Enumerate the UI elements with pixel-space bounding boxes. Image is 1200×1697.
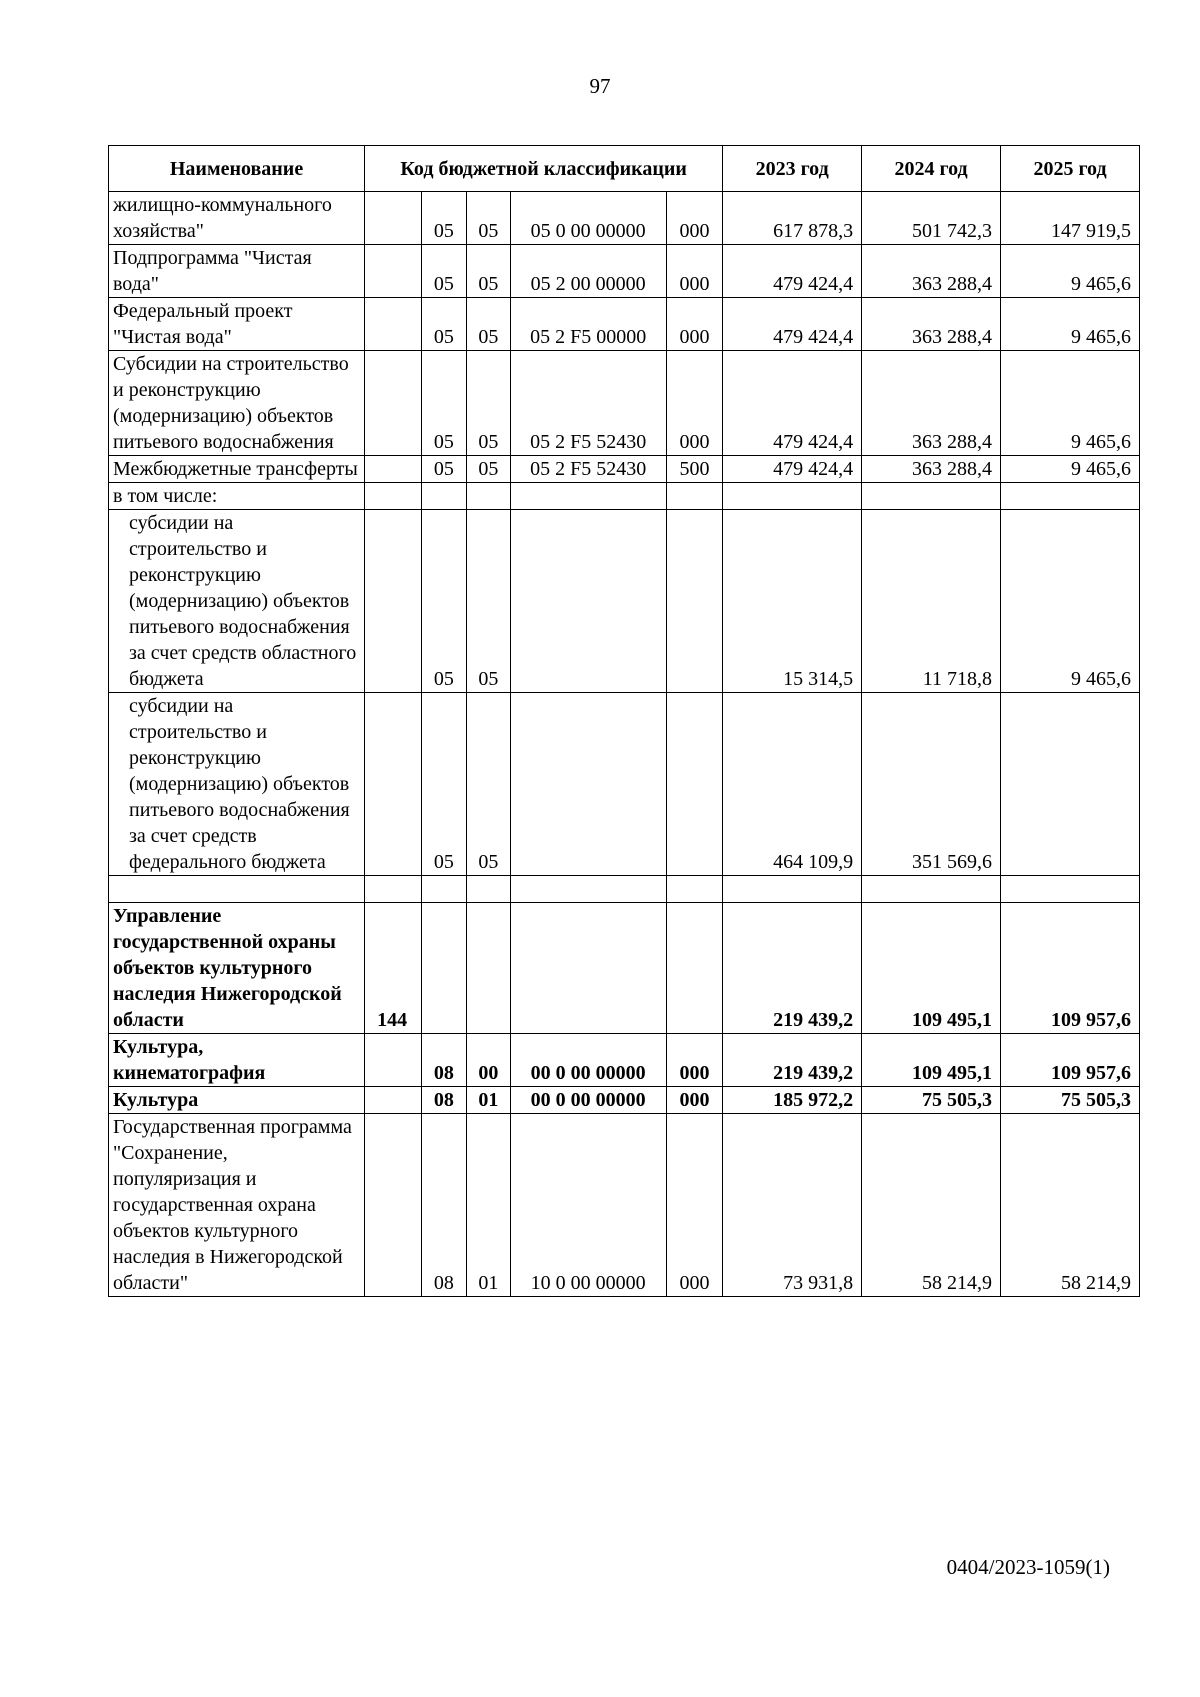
row-2024: 363 288,4 [862,298,1001,351]
row-name: Культура, кинематография [109,1034,365,1087]
row-grbs [365,456,421,483]
row-vr: 000 [666,351,722,456]
row-2025: 9 465,6 [1001,510,1140,693]
budget-table [108,145,1140,1297]
document-registration-code: 0404/2023-1059(1) [946,1555,1110,1579]
row-2023: 219 439,2 [723,903,862,1034]
row-grbs [365,876,421,903]
row-2025 [1001,876,1140,903]
row-grbs [365,1034,421,1087]
row-csr [510,483,666,510]
header-2025: 2025 год [1001,146,1140,192]
table-row [109,245,1140,298]
page-number: 97 [589,74,611,98]
row-2025: 9 465,6 [1001,245,1140,298]
row-2025: 75 505,3 [1001,1087,1140,1114]
row-grbs [365,351,421,456]
row-pr [467,903,510,1034]
row-pr: 01 [467,1087,510,1114]
row-grbs [365,245,421,298]
row-vr [666,483,722,510]
table-row [109,456,1140,483]
row-grbs [365,693,421,876]
row-2024: 75 505,3 [862,1087,1001,1114]
row-pr: 01 [467,1114,510,1297]
row-csr [510,510,666,693]
row-rz: 05 [421,192,467,245]
table-row [109,903,1140,1034]
row-grbs [365,192,421,245]
row-2024: 109 495,1 [862,1034,1001,1087]
row-csr: 05 2 F5 52430 [510,351,666,456]
row-2024 [862,483,1001,510]
row-2024: 363 288,4 [862,456,1001,483]
row-pr: 05 [467,510,510,693]
row-pr: 05 [467,192,510,245]
row-rz: 05 [421,351,467,456]
row-2024: 58 214,9 [862,1114,1001,1297]
header-2024: 2024 год [862,146,1001,192]
row-vr: 000 [666,192,722,245]
row-csr: 00 0 00 00000 [510,1087,666,1114]
table-row [109,351,1140,456]
row-2025: 147 919,5 [1001,192,1140,245]
row-name: жилищно-коммунального хозяйства" [109,192,365,245]
row-2023: 479 424,4 [723,298,862,351]
row-name: Культура [109,1087,365,1114]
row-name-text: субсидии на строительство и реконструкцию (модернизацию) объектов питьевого водоснабжения за счет средств областного бюджета [129,512,357,690]
row-2025 [1001,483,1140,510]
row-csr: 05 0 00 00000 [510,192,666,245]
row-name: в том числе: [109,483,365,510]
row-grbs [365,1087,421,1114]
row-vr: 000 [666,1087,722,1114]
row-vr: 000 [666,1034,722,1087]
row-2025: 9 465,6 [1001,456,1140,483]
table-row [109,298,1140,351]
row-2024: 351 569,6 [862,693,1001,876]
row-pr: 05 [467,351,510,456]
row-2024: 363 288,4 [862,351,1001,456]
row-name: Федеральный проект "Чистая вода" [109,298,365,351]
row-2023: 15 314,5 [723,510,862,693]
row-vr: 000 [666,245,722,298]
header-name: Наименование [109,146,365,192]
row-2025: 109 957,6 [1001,903,1140,1034]
row-2023: 479 424,4 [723,245,862,298]
row-csr: 10 0 00 00000 [510,1114,666,1297]
row-rz: 05 [421,693,467,876]
row-grbs [365,298,421,351]
row-2023: 479 424,4 [723,456,862,483]
row-2023: 73 931,8 [723,1114,862,1297]
row-2025: 109 957,6 [1001,1034,1140,1087]
row-name: Подпрограмма "Чистая вода" [109,245,365,298]
row-2024: 363 288,4 [862,245,1001,298]
row-2025: 9 465,6 [1001,351,1140,456]
row-2024: 109 495,1 [862,903,1001,1034]
row-pr: 05 [467,693,510,876]
row-csr [510,903,666,1034]
row-pr: 05 [467,298,510,351]
row-pr: 05 [467,456,510,483]
row-rz [421,876,467,903]
row-rz: 05 [421,245,467,298]
row-vr [666,693,722,876]
row-csr: 05 2 F5 00000 [510,298,666,351]
row-csr: 05 2 F5 52430 [510,456,666,483]
row-2024: 11 718,8 [862,510,1001,693]
row-grbs: 144 [365,903,421,1034]
row-2023: 464 109,9 [723,693,862,876]
row-2023: 479 424,4 [723,351,862,456]
row-2025: 9 465,6 [1001,298,1140,351]
row-vr: 000 [666,298,722,351]
row-name: Субсидии на строительство и реконструкцию (модернизацию) объектов питьевого водоснабжения [109,351,365,456]
row-2025: 58 214,9 [1001,1114,1140,1297]
row-rz: 05 [421,298,467,351]
row-rz: 05 [421,510,467,693]
table-row [109,1034,1140,1087]
table-row [109,693,1140,876]
row-rz: 08 [421,1114,467,1297]
row-name: Межбюджетные трансферты [109,456,365,483]
row-name [109,876,365,903]
row-2025 [1001,693,1140,876]
table-header-row [109,146,1140,192]
row-rz: 05 [421,456,467,483]
row-2023: 185 972,2 [723,1087,862,1114]
row-csr [510,876,666,903]
header-code: Код бюджетной классификации [365,146,723,192]
row-csr: 05 2 00 00000 [510,245,666,298]
table-row [109,1087,1140,1114]
row-vr [666,903,722,1034]
row-2023: 219 439,2 [723,1034,862,1087]
row-2024: 501 742,3 [862,192,1001,245]
row-csr: 00 0 00 00000 [510,1034,666,1087]
row-csr [510,693,666,876]
row-vr [666,876,722,903]
row-grbs [365,1114,421,1297]
row-name-text: субсидии на строительство и реконструкцию (модернизацию) объектов питьевого водоснабжения за счет средств федерального бюджета [129,695,350,873]
row-pr: 05 [467,245,510,298]
row-2023 [723,483,862,510]
row-name [109,693,365,876]
row-2023: 617 878,3 [723,192,862,245]
row-pr [467,876,510,903]
header-2023: 2023 год [723,146,862,192]
row-rz: 08 [421,1034,467,1087]
row-rz [421,483,467,510]
row-rz [421,903,467,1034]
table-row [109,510,1140,693]
row-grbs [365,510,421,693]
row-vr: 500 [666,456,722,483]
row-2023 [723,876,862,903]
table-row-spacer [109,876,1140,903]
row-vr: 000 [666,1114,722,1297]
row-name: Государственная программа "Сохранение, популяризация и государственная охрана объектов культурного наследия в Нижегородской области" [109,1114,365,1297]
table-row [109,483,1140,510]
row-pr: 00 [467,1034,510,1087]
row-grbs [365,483,421,510]
row-vr [666,510,722,693]
row-name [109,510,365,693]
table-row [109,192,1140,245]
row-2024 [862,876,1001,903]
row-rz: 08 [421,1087,467,1114]
row-name: Управление государственной охраны объектов культурного наследия Нижегородской области [109,903,365,1034]
table-row [109,1114,1140,1297]
row-pr [467,483,510,510]
